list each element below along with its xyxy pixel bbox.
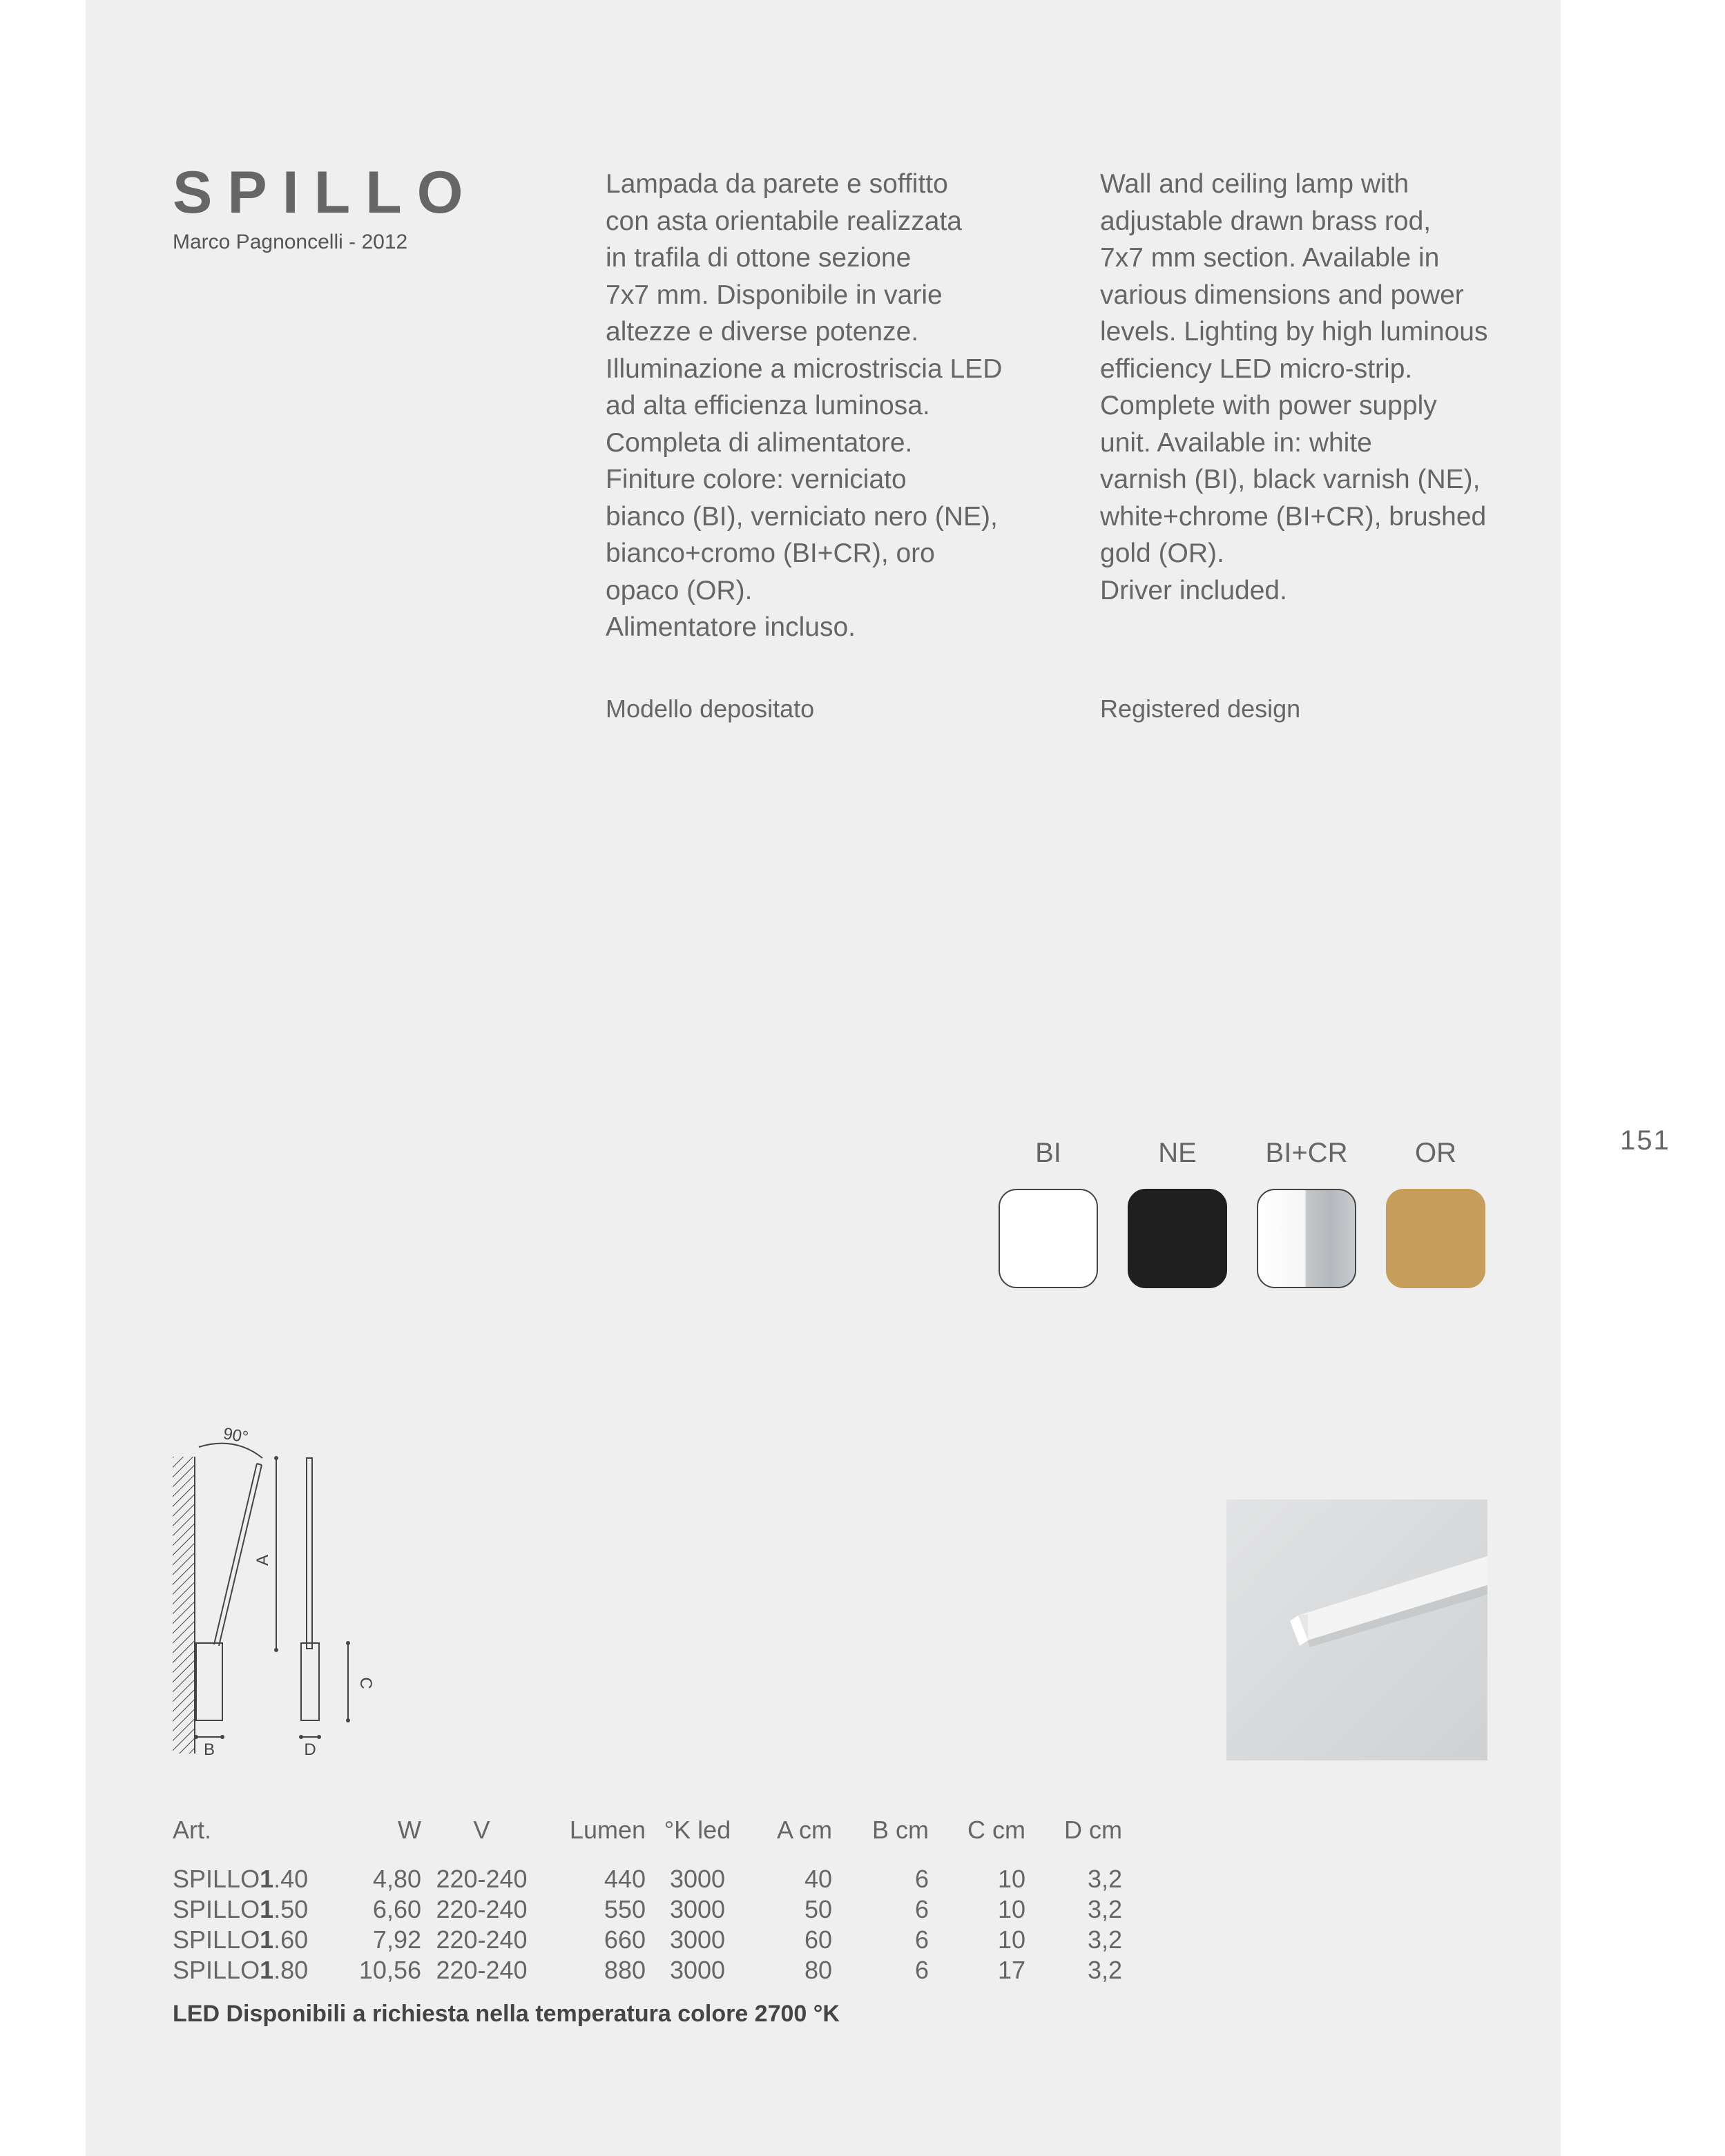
dimension-d-label: D [304,1740,316,1759]
registered-design-english: Registered design [1100,695,1301,723]
dim-b: 6 [914,1925,929,1954]
dimension-b [194,1735,224,1739]
finish-bi-cr [1255,1138,1358,1288]
dimension-b-label: B [203,1740,215,1759]
dim-c: 17 [997,1956,1025,1984]
dim-a: 50 [804,1895,832,1923]
article-code: SPILLO1.40 [173,1865,309,1893]
lumen: 550 [604,1895,646,1923]
lumen: 440 [604,1865,646,1893]
dimension-a-label: A [253,1554,272,1566]
kelvin: 3000 [669,1865,726,1893]
voltage: 220-240 [436,1895,528,1923]
angle-arc [199,1444,262,1458]
table-row [173,1955,1122,1985]
watts: 4,80 [372,1865,421,1893]
dimension-c [346,1641,350,1722]
dim-b: 6 [914,1865,929,1893]
table-row [173,1894,1122,1925]
voltage: 220-240 [436,1865,528,1893]
finish-swatch-gold [1386,1189,1485,1288]
specifications-table [173,1816,1122,1985]
dim-a: 80 [804,1956,832,1984]
led-availability-note: LED Disponibili a richiesta nella temperatura colore 2700 °K [173,2001,840,2027]
kelvin: 3000 [669,1956,726,1984]
description-italian: Lampada da parete e soffitto con asta orientabile realizzata in trafila di ottone sezione 7x7 mm. Disponibile in varie altezze e diverse potenze. Illuminazione a microstriscia LED ad alta efficienza luminosa. Completa di alimentatore. Finiture colore: verniciato bianco (BI), verniciato nero (NE), bianco+cromo (BI+CR), oro opaco (OR). Alimentatore incluso. [606,169,1003,642]
dim-b: 6 [914,1895,929,1923]
dim-a: 60 [804,1925,832,1954]
description-english: Wall and ceiling lamp with adjustable drawn brass rod, 7x7 mm section. Available in various dimensions and power levels. Lighting by high luminous efficiency LED micro-strip. Complete with power supply unit. Available in: white varnish (BI), black varnish (NE), white+chrome (BI+CR), brushed gold (OR). Driver included. [1100,169,1488,605]
watts: 7,92 [372,1925,421,1954]
wall-hatch [173,1457,195,1754]
finish-ne [1126,1138,1229,1288]
dim-b: 6 [914,1956,929,1984]
kelvin: 3000 [669,1925,726,1954]
column-header-b: B cm [871,1816,929,1844]
finish-code: NE [1158,1138,1197,1168]
finish-swatch-white-chrome [1257,1189,1356,1288]
finish-code: BI [1035,1138,1061,1168]
finish-code: OR [1415,1138,1456,1168]
column-header-w: W [398,1816,421,1844]
dimension-d [299,1735,321,1739]
article-code: SPILLO1.60 [173,1925,309,1954]
column-header-d: D cm [1064,1816,1122,1844]
technical-drawing [166,1415,387,1774]
dimension-c-label: C [356,1677,375,1689]
watts: 6,60 [372,1895,421,1923]
article-code: SPILLO1.80 [173,1956,309,1984]
side-view [196,1464,262,1720]
front-view [301,1458,319,1720]
page-number: 151 [1620,1125,1670,1156]
lamp-bar-detail [1226,1499,1487,1760]
dim-a: 40 [804,1865,832,1893]
product-title: SPILLO [173,159,479,226]
column-header-a: A cm [776,1816,832,1844]
designer-credit: Marco Pagnoncelli - 2012 [173,231,408,253]
finish-bi [996,1138,1100,1288]
registered-design-italian: Modello depositato [606,695,815,723]
finish-swatch-black [1128,1189,1227,1288]
dim-d: 3,2 [1087,1895,1122,1923]
table-row [173,1925,1122,1955]
finish-code: BI+CR [1265,1138,1348,1168]
column-header-kelvin: °K led [664,1816,731,1844]
table-row [173,1864,1122,1894]
voltage: 220-240 [436,1956,528,1984]
dim-d: 3,2 [1087,1925,1122,1954]
article-code: SPILLO1.50 [173,1895,309,1923]
finish-swatch-white [999,1189,1098,1288]
dimension-a [274,1456,278,1652]
dim-c: 10 [997,1895,1025,1923]
kelvin: 3000 [669,1895,726,1923]
product-photo [1226,1499,1487,1760]
dim-c: 10 [997,1865,1025,1893]
dim-d: 3,2 [1087,1956,1122,1984]
voltage: 220-240 [436,1925,528,1954]
column-header-lumen: Lumen [569,1816,646,1844]
lumen: 880 [604,1956,646,1984]
finish-or [1384,1138,1487,1288]
table-header-row [173,1816,1122,1864]
column-header-v: V [473,1816,490,1844]
angle-label: 90° [222,1424,250,1447]
watts: 10,56 [358,1956,421,1984]
column-header-c: C cm [967,1816,1025,1844]
dim-d: 3,2 [1087,1865,1122,1893]
column-header-art: Art. [173,1816,212,1844]
lumen: 660 [604,1925,646,1954]
dim-c: 10 [997,1925,1025,1954]
